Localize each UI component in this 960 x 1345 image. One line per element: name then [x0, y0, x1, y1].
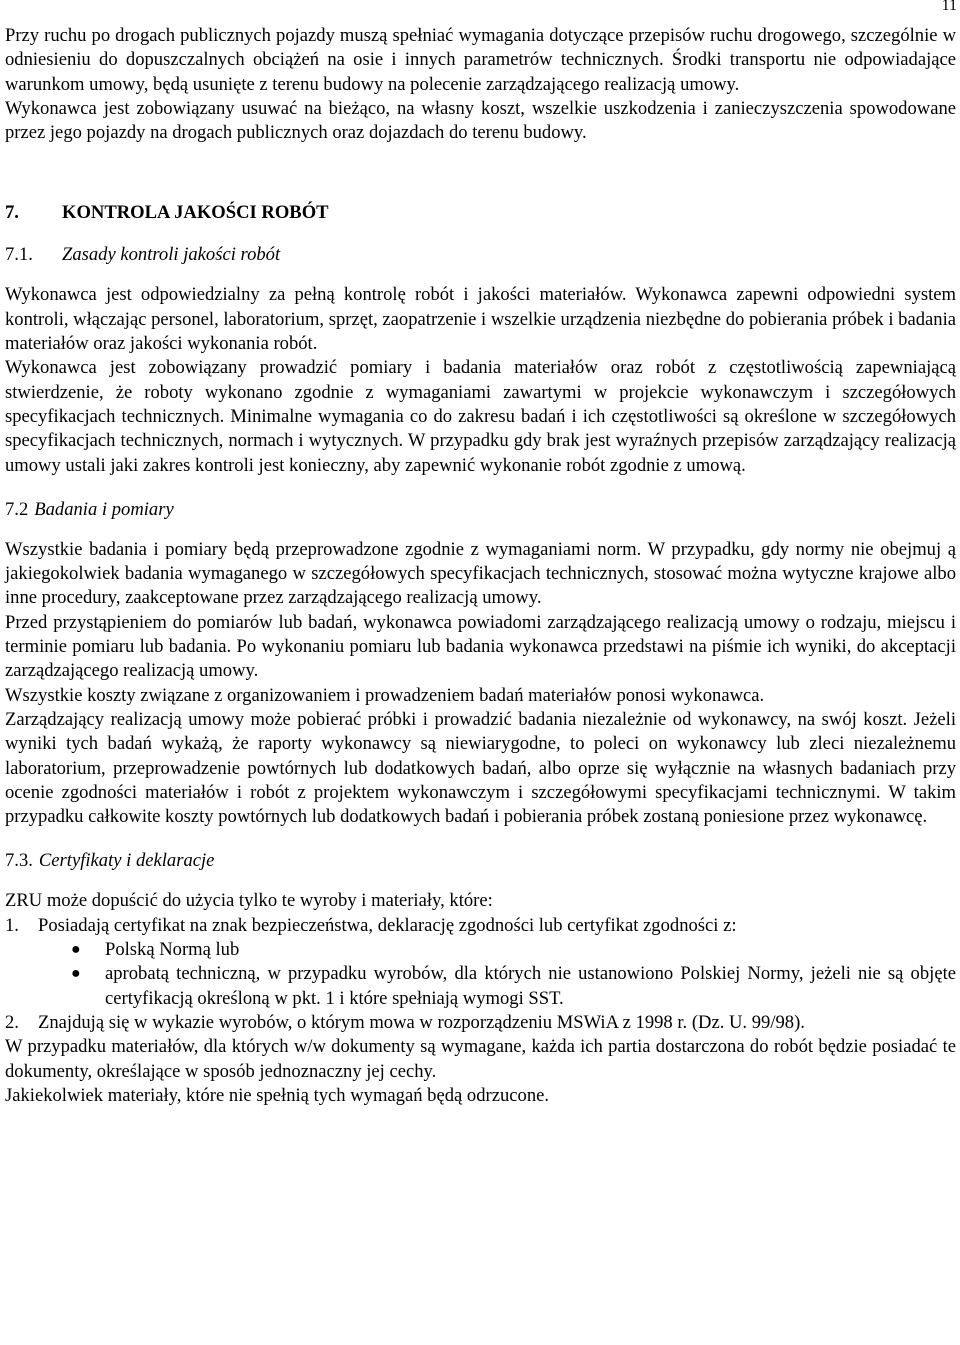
section-7-3-paragraph-after-2: Jakiekolwiek materiały, które nie spełnią tych wymagań będą odrzucone. [5, 1084, 550, 1106]
bullet-item [5, 962, 956, 1011]
section-7-3-paragraph-after-1: W przypadku materiałów, dla których w/w dokumenty są wymagane, każda ich partia dostarczona do robót będzie posiadać te dokumenty, określające w sposób jednoznaczny jej cechy. [5, 1036, 956, 1082]
section-number: 7. [5, 202, 19, 224]
intro-paragraph-2: Wykonawca jest zobowiązany usuwać na bieżąco, na własny koszt, wszelkie uszkodzenia i zanieczyszczenia spowodowane przez jego pojazdy na drogach publicznych oraz dojazdach do terenu budowy. [5, 97, 956, 144]
bullet-icon: ● [71, 965, 81, 983]
section-title: Zasady kontroli jakości robót [62, 244, 281, 266]
page-number: 11 [941, 0, 957, 14]
bullet-item [5, 938, 956, 962]
section-7-2-paragraph-1: Wszystkie badania i pomiary będą przeprowadzone zgodnie z wymaganiami norm. W przypadku, gdy normy nie obejmuj ą jakiegokolwiek badania wymaganego w szczegółowych specyfikacjach technicznych, stosować można wytyczne krajowe albo inne procedury, zaakceptowane przez zarządzającego realizacją umowy. [5, 538, 956, 609]
section-7-1-paragraph-1: Wykonawca jest odpowiedzialny za pełną kontrolę robót i jakości materiałów. Wykonawca zapewni odpowiedni system kontroli, włączając personel, laboratorium, sprzęt, zaopatrzenie i wszelkie urządzenia niezbędne do pobierania próbek i badania materiałów oraz jakości wykonania robót. [5, 284, 956, 355]
section-7-2-paragraph-2: Przed przystąpieniem do pomiarów lub badań, wykonawca powiadomi zarządzającego realizacją umowy o rodzaju, miejscu i terminie pomiaru lub badania. Po wykonaniu pomiaru lub badania wykonawca przedstawi na piśmie ich wyniki, do akceptacji zarządzającego realizacją umowy. [5, 611, 956, 682]
section-7-1-heading [5, 241, 956, 269]
section-7-1-paragraph-2: Wykonawca jest zobowiązany prowadzić pomiary i badania materiałów oraz robót z częstotliwością zapewniającą stwierdzenie, że roboty wykonano zgodnie z wymaganiami zawartymi w projekcie wykonawczym i szczegółowych specyfikacjach technicznych. Minimalne wymagania co do zakresu badań i ich częstotliwości są określone w szczegółowych specyfikacjach technicznych, normach i wytycznych. W przypadku gdy brak jest wyraźnych przepisów zarządzający realizacją umowy ustali jaki zakres kontroli jest konieczny, aby zapewnić wykonanie robót zgodnie z umową. [5, 357, 956, 476]
document-body [5, 24, 956, 1108]
list-marker: 1. [5, 914, 19, 936]
section-title: Certyfikaty i deklaracje [38, 850, 215, 872]
section-7-2-heading [5, 496, 956, 524]
bullet-icon: ● [71, 941, 81, 959]
list-item [5, 1011, 956, 1035]
list-item-text: Posiadają certyfikat na znak bezpieczeństwa, deklarację zgodności lub certyfikat zgodności z: [38, 914, 737, 936]
bullet-text: aprobatą techniczną, w przypadku wyrobów, dla których nie ustanowiono Polskiej Normy, jeżeli nie są objęte certyfikacją określoną w pkt. 1 i które spełniają wymogi SST. [105, 963, 956, 1009]
section-7-3-intro: ZRU może dopuścić do użycia tylko te wyroby i materiały, które: [5, 890, 493, 912]
section-7-3-heading [5, 847, 956, 875]
section-number: 7.3. [5, 850, 33, 872]
section-title: KONTROLA JAKOŚCI ROBÓT [62, 202, 329, 224]
section-title: Badania i pomiary [34, 498, 174, 520]
section-7-2-paragraph-4: Zarządzający realizacją umowy może pobierać próbki i prowadzić badania niezależnie od wykonawcy, na swój koszt. Jeżeli wyniki tych badań wykażą, że raporty wykonawcy są niewiarygodne, to poleci on wykonawcy lub zleci niezależnemu laboratorium, przeprowadzenie powtórnych lub dodatkowych badań, albo oprze się wyłącznie na własnych badaniach przy ocenie zgodności materiałów i robót z projektem wykonawczym i szczegółowymi specyfikacjami technicznymi. W takim przypadku całkowite koszty powtórnych lub dodatkowych badań i pobierania próbek zostaną poniesione przez wykonawcę. [5, 708, 956, 828]
list-marker: 2. [5, 1011, 19, 1033]
section-7-2-paragraph-3: Wszystkie koszty związane z organizowaniem i prowadzeniem badań materiałów ponosi wykonawca. [5, 684, 765, 706]
section-number: 7.1. [5, 244, 33, 266]
section-7-heading [5, 199, 956, 227]
section-number: 7.2 [5, 498, 29, 520]
list-item-text: Znajdują się w wykazie wyrobów, o którym mowa w rozporządzeniu MSWiA z 1998 r. (Dz. U. 99/98). [38, 1011, 805, 1033]
bullet-text: Polską Normą lub [105, 939, 240, 961]
intro-paragraph-1: Przy ruchu po drogach publicznych pojazdy muszą spełniać wymagania dotyczące przepisów ruchu drogowego, szczególnie w odniesieniu do dopuszczalnych obciążeń na osie i innych parametrów technicznych. Środki transportu nie odpowiadające warunkom umowy, będą usunięte z terenu budowy na polecenie zarządzającego realizacją umowy. [5, 25, 956, 95]
list-item [5, 914, 956, 938]
